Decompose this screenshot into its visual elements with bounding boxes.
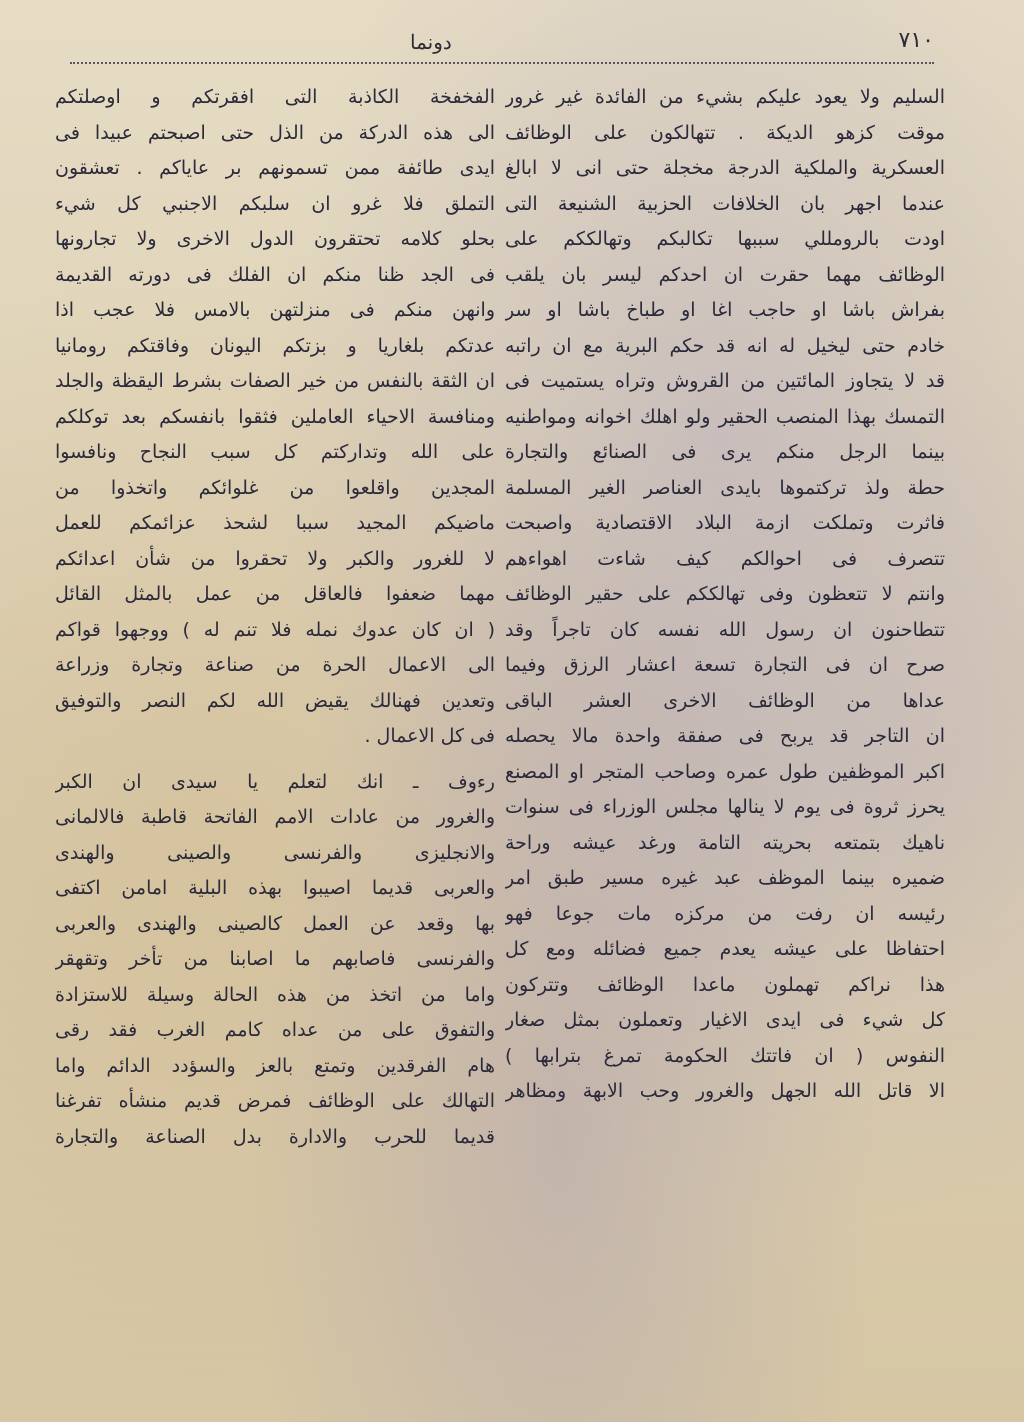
text-line: واما من اتخذ من هذه الحالة وسيلة للاستزادة bbox=[55, 983, 495, 1006]
text-line: لا للغرور والكبر ولا تحقروا من شأن اعدائكم bbox=[55, 547, 495, 570]
text-line: التمسك بهذا المنصب الحقير ولو اهلك اخوانه ومواطنيه bbox=[505, 405, 945, 428]
text-line: الفخفخة الكاذبة التى افقرتكم و اوصلتكم bbox=[55, 86, 495, 108]
text-line: والعربى قديما اصيبوا بهذه البلية امامن اكتفى bbox=[55, 877, 495, 899]
text-line: وانهن منكم فى منزلتهن بالامس فلا عجب اذا bbox=[55, 299, 495, 321]
paragraph-gap bbox=[55, 755, 495, 765]
text-line: خادم حتى ليخيل له انه قد حكم البرية مع ان راتبه bbox=[505, 334, 945, 357]
left-column-paragraph-2 bbox=[55, 765, 495, 1156]
text-line: صرح ان فى التجارة تسعة اعشار الرزق وفيما bbox=[505, 654, 945, 676]
text-line: مهما ضعفوا فالعاقل من عمل بالمثل القائل bbox=[55, 583, 495, 605]
text-line: بينما الرجل منكم يرى فى الصنائع والتجارة bbox=[505, 441, 945, 463]
text-line: والفرنسى فاصابهم ما اصابنا من تأخر وتقهقر bbox=[55, 948, 495, 970]
text-line: رئيسه ان رفت من مركزه مات جوعا فهو bbox=[505, 902, 945, 925]
text-line: موقت كزهو الديكة . تتهالكون على الوظائف bbox=[505, 121, 945, 144]
text-line: على الله وتداركتم كل سبب النجاح ونافسوا bbox=[55, 441, 495, 463]
text-line: والتفوق على من عداه كامم الغرب فقد رقى bbox=[55, 1019, 495, 1041]
running-title: دونما bbox=[410, 30, 452, 54]
text-line: المجدين واقلعوا من غلوائكم واتخذوا من bbox=[55, 476, 495, 499]
text-line: ماضيكم المجيد سببا لشحذ عزائمكم للعمل bbox=[55, 512, 495, 534]
text-line: تتصرف فى احوالكم كيف شاءت اهواءهم bbox=[505, 547, 945, 570]
page-number: ٧١٠ bbox=[898, 28, 934, 53]
text-line: وانتم لا تتعظون وفى تهالككم على حقير الوظائف bbox=[505, 583, 945, 605]
left-column-paragraph-1 bbox=[55, 80, 495, 755]
text-line: هذا نراكم تهملون ماعدا الوظائف وتتركون bbox=[505, 973, 945, 996]
text-line: فى كل الاعمال . bbox=[364, 725, 495, 747]
text-line: ومنافسة الاحياء العاملين فثقوا بانفسكم بعد توكلكم bbox=[55, 405, 495, 428]
text-line: ناهيك بتمتعه بحريته التامة ورغد عيشه وراحة bbox=[505, 831, 945, 854]
text-line: رءوف ـ انك لتعلم يا سيدى ان الكبر bbox=[55, 770, 495, 793]
text-line: عدتكم بلغاريا و بزتكم اليونان وفاقتكم رومانيا bbox=[55, 334, 495, 357]
text-line: ( ان كان عدوك نمله فلا تنم له ) ووجهوا قواكم bbox=[55, 618, 495, 641]
text-line: يحرز ثروة فى يوم لا ينالها مجلس الوزراء فى سنوات bbox=[505, 796, 945, 818]
text-line: هام الفرقدين وتمتع بالعز والسؤدد الدائم واما bbox=[55, 1054, 495, 1077]
text-line: ان الثقة بالنفس من خير الصفات بشرط اليقظة والجلد bbox=[55, 370, 495, 392]
left-text-column bbox=[55, 80, 495, 1155]
page-header bbox=[70, 28, 934, 62]
text-line: النفوس ( ان فاتتك الحكومة تمرغ بترابها ) bbox=[505, 1044, 945, 1067]
text-line: كل شيء فى ايدى الاغيار وتعملون بمثل صغار bbox=[505, 1009, 945, 1031]
text-line: الى هذه الدركة من الذل حتى اصبحتم عبيدا فى bbox=[55, 121, 495, 144]
text-line: الوظائف مهما حقرت ان احدكم ليسر بان يلقب bbox=[505, 263, 945, 286]
text-line: تتطاحنون ان رسول الله نفسه كان تاجراً وقد bbox=[505, 618, 945, 641]
text-line: ضميره بينما الموظف عبد غيره مسير طبق امر bbox=[505, 867, 945, 889]
text-line: التهالك على الوظائف فمرض قديم منشأه تفرغنا bbox=[55, 1090, 495, 1112]
header-rule bbox=[70, 62, 934, 64]
text-line: والانجليزى والفرنسى والصينى والهندى bbox=[55, 841, 495, 864]
text-line: بحلو كلامه تحتقرون الدول الاخرى ولا تجارونها bbox=[55, 228, 495, 250]
text-line: وتعدين فهنالك يقيض الله لكم النصر والتوفيق bbox=[55, 689, 495, 712]
right-text-column bbox=[505, 80, 945, 1110]
text-line: الى الاعمال الحرة من صناعة وتجارة وزراعة bbox=[55, 654, 495, 676]
text-line: العسكرية والملكية الدرجة مخجلة حتى انى لا ابالغ bbox=[505, 157, 945, 179]
text-line: الا قاتل الله الجهل والغرور وحب الابهة ومظاهر bbox=[505, 1080, 945, 1102]
text-line: ان التاجر قد يربح فى صفقة واحدة مالا يحصله bbox=[505, 725, 945, 747]
text-line: اودت بالرومللي سببها تكالبكم وتهالككم على bbox=[505, 228, 945, 250]
text-line: فاثرت وتملكت ازمة البلاد الاقتصادية واصبحت bbox=[505, 512, 945, 534]
text-line: ايدى طائفة ممن تسمونهم بر عاياكم . تعشقون bbox=[55, 157, 495, 179]
text-line: السليم ولا يعود عليكم بشيء من الفائدة غير غرور bbox=[505, 86, 945, 108]
text-line: بفراش باشا او حاجب اغا او طباخ باشا او سر bbox=[505, 299, 945, 321]
text-line: حطة ولذ تركتموها بايدى العناصر الغير المسلمة bbox=[505, 476, 945, 499]
text-line: احتفاظا على عيشه يعدم جميع فضائله ومع كل bbox=[505, 938, 945, 960]
text-line: التملق فلا غرو ان سلبكم الاجنبي كل شيء bbox=[55, 192, 495, 215]
text-line: عداها من الوظائف الاخرى العشر الباقى bbox=[505, 689, 945, 712]
text-line: عندما اجهر بان الخلافات الحزبية الشنيعة التى bbox=[505, 192, 945, 215]
text-line: والغرور من عادات الامم الفاتحة قاطبة فالالمانى bbox=[55, 806, 495, 828]
text-line: اكبر الموظفين طول عمره وصاحب المتجر او المصنع bbox=[505, 760, 945, 783]
text-line: بها وقعد عن العمل كالصينى والهندى والعربى bbox=[55, 912, 495, 935]
text-line: قد لا يتجاوز المائتين من القروش وتراه يستميت فى bbox=[505, 370, 945, 392]
text-line: فى الجد ظنا منكم ان الفلك فى دورته القديمة bbox=[55, 263, 495, 286]
text-line: قديما للحرب والادارة بدل الصناعة والتجارة bbox=[55, 1125, 495, 1148]
